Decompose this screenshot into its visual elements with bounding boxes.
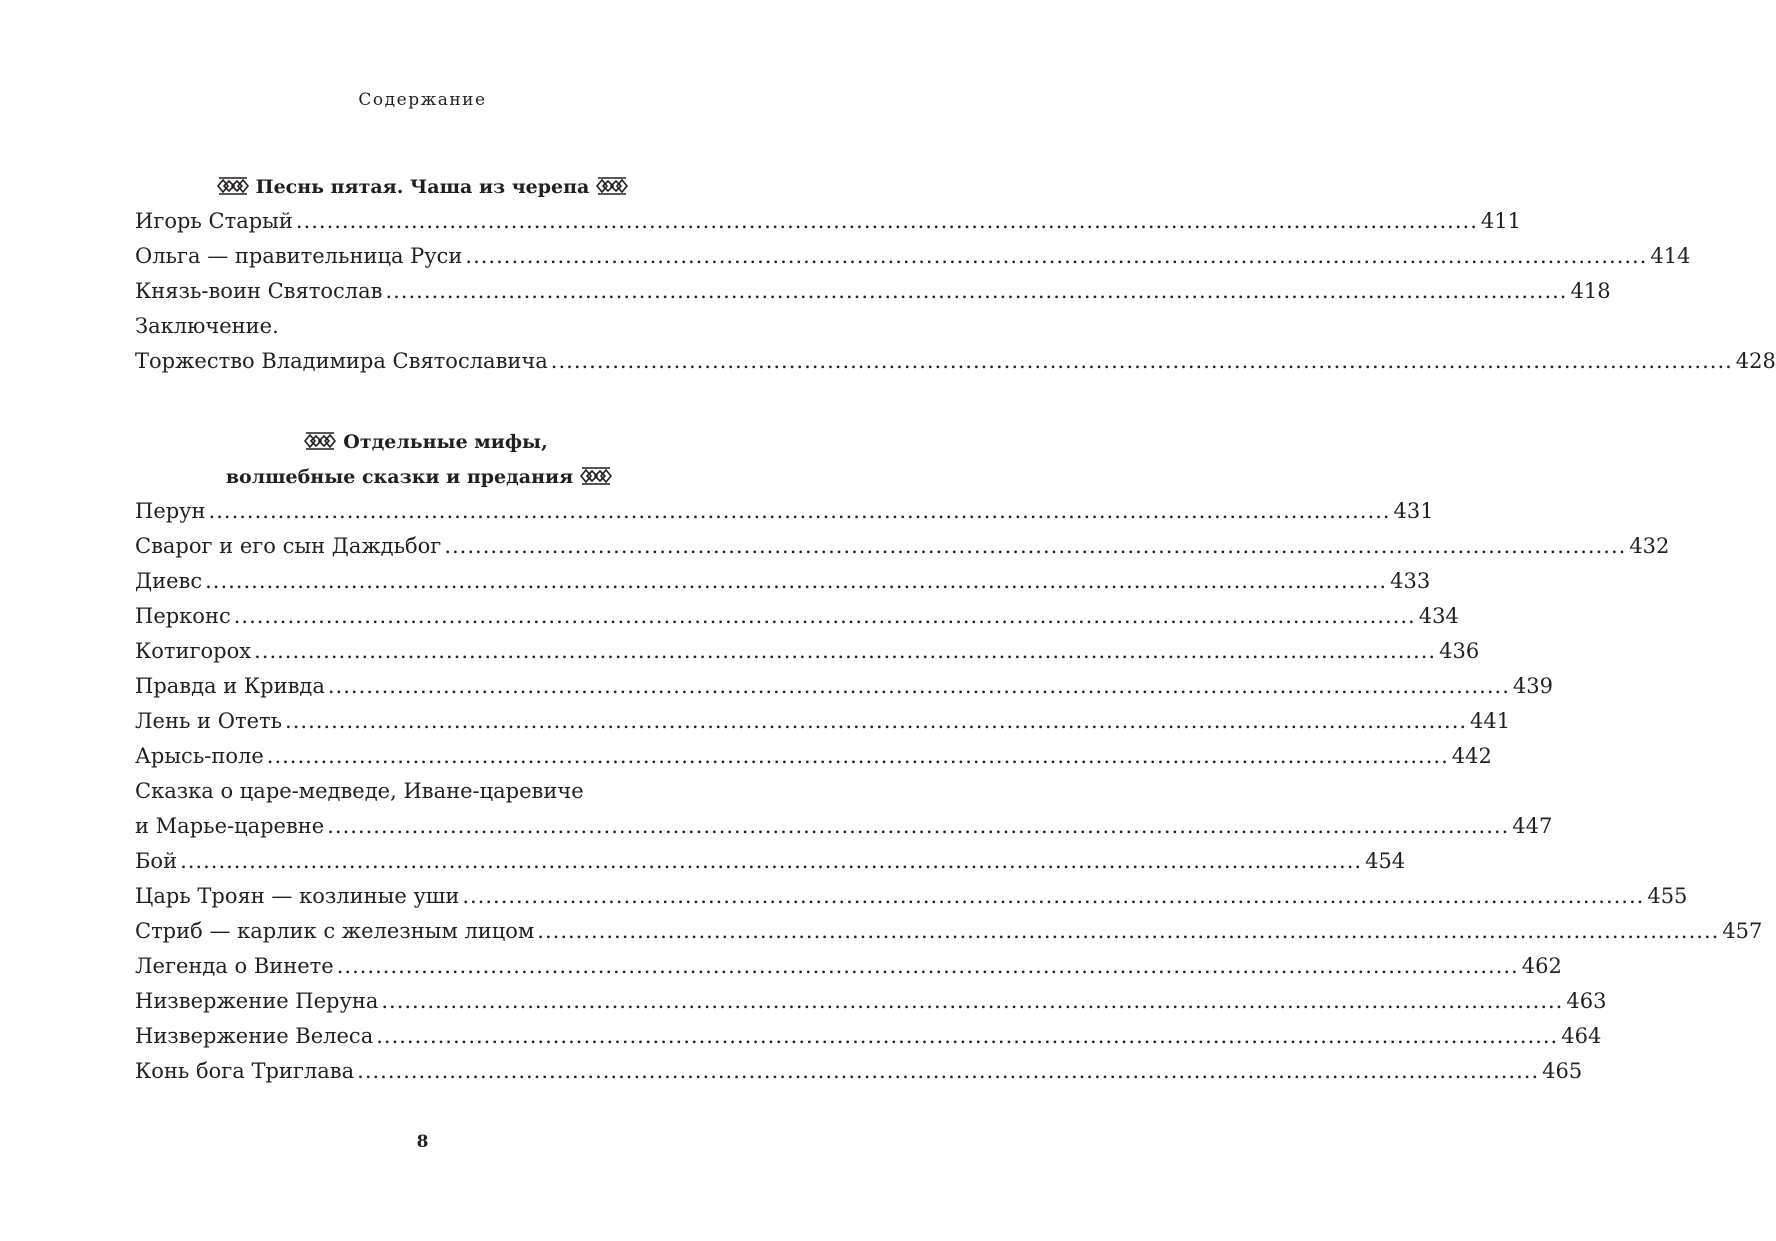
toc-entry[interactable] [135,949,1562,984]
toc-entry[interactable] [135,204,1521,239]
toc-entry[interactable] [135,309,1776,379]
toc-page-number: 439 [1512,674,1553,698]
toc-title: Царь Троян — козлиные уши [135,884,460,908]
ornament-icon [595,176,629,196]
toc-leader: .......................................................................................................................................................... [381,989,1564,1013]
toc-title: Ольга — правительница Руси [135,244,463,268]
ornament-icon [579,466,613,486]
toc-page-number: 428 [1735,349,1776,373]
toc-page-number: 432 [1629,534,1670,558]
heading-text: Песнь пятая. Чаша из черепа [255,176,590,198]
toc-leader: .......................................................................................................................................................... [327,814,1510,838]
toc-title: Диевс [135,569,203,593]
toc-title: Лень и Отеть [135,709,283,733]
toc-leader: .......................................................................................................................................................... [550,349,1733,373]
toc-entry[interactable] [135,564,1431,599]
toc-page-number: 436 [1439,639,1480,663]
toc-title: Котигорох [135,639,252,663]
toc-entry[interactable] [135,774,1553,844]
heading-line [0,170,845,205]
toc-title: Перун [135,499,206,523]
toc-leader: .......................................................................................................................................................... [233,604,1416,628]
toc-leader: .......................................................................................................................................................... [180,849,1363,873]
toc-leader: .......................................................................................................................................................... [205,569,1388,593]
toc-leader: .......................................................................................................................................................... [208,499,1391,523]
toc-title: Князь-воин Святослав [135,279,383,303]
toc-entry[interactable] [135,879,1688,914]
heading-line [0,460,845,495]
toc-entry[interactable] [135,239,1691,274]
toc-page-number: 447 [1512,814,1553,838]
toc-page-number: 457 [1722,919,1763,943]
toc-leader: .......................................................................................................................................................... [336,954,1519,978]
toc-title: Низвержение Перуна [135,989,379,1013]
toc-page-number: 441 [1470,709,1511,733]
toc-title: Арысь-поле [135,744,264,768]
toc-page-number: 411 [1480,209,1521,233]
toc-page-number: 434 [1418,604,1459,628]
toc-page-number: 462 [1521,954,1562,978]
toc-title-first-line: Сказка о царе-медведе, Иване-царевиче [135,779,584,803]
toc-leader: .......................................................................................................................................................... [462,884,1645,908]
toc-entry[interactable] [135,704,1511,739]
toc-list-2 [135,494,1763,1089]
toc-title: Правда и Кривда [135,674,325,698]
toc-entry[interactable] [135,914,1763,949]
section-heading-2 [0,425,845,495]
toc-entry[interactable] [135,984,1607,1019]
toc-entry[interactable] [135,599,1459,634]
heading-line [0,425,845,460]
toc-entry[interactable] [135,669,1553,704]
ornament-icon [216,176,250,196]
toc-title-first-line: Заключение. [135,314,279,338]
page-number: 8 [416,1132,429,1152]
toc-page-number: 455 [1647,884,1688,908]
toc-leader: .......................................................................................................................................................... [376,1024,1559,1048]
toc-entry[interactable] [135,274,1611,309]
toc-list-1 [135,204,1776,379]
toc-leader: .......................................................................................................................................................... [266,744,1449,768]
toc-title: Бой [135,849,178,873]
toc-entry[interactable] [135,739,1492,774]
toc-page-number: 454 [1365,849,1406,873]
toc-leader: .......................................................................................................................................................... [295,209,1478,233]
toc-page-number: 431 [1393,499,1434,523]
toc-page-number: 442 [1451,744,1492,768]
toc-entry[interactable] [135,1019,1602,1054]
toc-entry[interactable] [135,529,1670,564]
heading-text: волшебные сказки и предания [225,466,574,488]
toc-page-number: 465 [1542,1059,1583,1083]
heading-text: Отдельные мифы, [343,431,548,453]
toc-page-number: 433 [1390,569,1431,593]
toc-leader: .......................................................................................................................................................... [444,534,1627,558]
toc-title: Игорь Старый [135,209,293,233]
toc-entry[interactable] [135,494,1434,529]
toc-title: Сварог и его сын Даждьбог [135,534,442,558]
toc-entry[interactable] [135,844,1406,879]
toc-leader: .......................................................................................................................................................... [327,674,1510,698]
toc-title: Конь бога Триглава [135,1059,355,1083]
toc-title: Низвержение Велеса [135,1024,374,1048]
toc-leader: .......................................................................................................................................................... [465,244,1648,268]
section-heading-1 [0,170,845,205]
toc-title: Стриб — карлик с железным лицом [135,919,535,943]
toc-title: Торжество Владимира Святославича [135,349,548,373]
toc-leader: .......................................................................................................................................................... [254,639,1437,663]
toc-entry[interactable] [135,634,1480,669]
toc-leader: .......................................................................................................................................................... [357,1059,1540,1083]
toc-page-number: 418 [1570,279,1611,303]
toc-title: и Марье-царевне [135,814,325,838]
toc-title: Легенда о Винете [135,954,334,978]
toc-leader: .......................................................................................................................................................... [385,279,1568,303]
running-head: Содержание [358,90,487,110]
toc-page-number: 463 [1566,989,1607,1013]
toc-title: Перконс [135,604,231,628]
ornament-icon [303,431,337,451]
toc-page-number: 414 [1650,244,1691,268]
toc-entry[interactable] [135,1054,1583,1089]
toc-leader: .......................................................................................................................................................... [285,709,1468,733]
toc-leader: .......................................................................................................................................................... [537,919,1720,943]
toc-page-number: 464 [1561,1024,1602,1048]
